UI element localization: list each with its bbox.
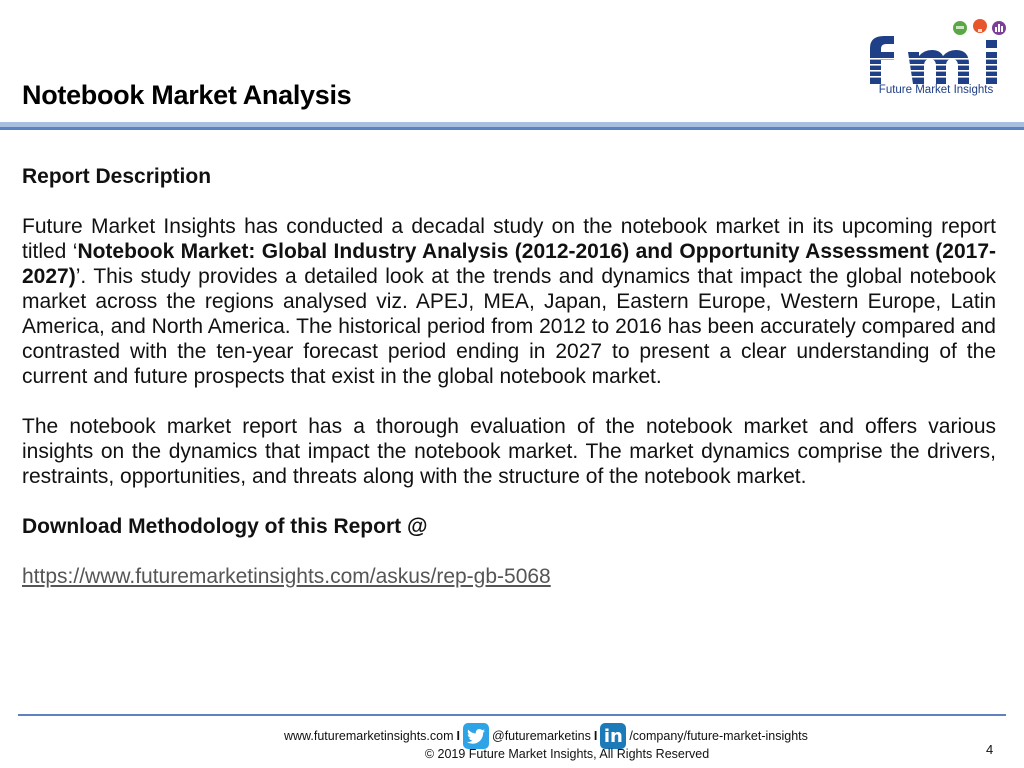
page-title: Notebook Market Analysis [22, 80, 352, 110]
download-heading: Download Methodology of this Report @ [22, 515, 428, 538]
footer-contacts [284, 723, 808, 749]
twitter-icon[interactable] [463, 723, 489, 749]
section-heading: Report Description [22, 165, 212, 188]
logo-subtitle: Future Market Insights [878, 84, 994, 96]
description-paragraph-2: The notebook market report has a thorough evaluation of the notebook market and offers various insights on the dynamics that impact the notebook market. The market dynamics comprise the drivers, restraints, opportunities, and threats along with the structure of the notebook market. [22, 415, 996, 488]
footer-linkedin[interactable]: /company/future-market-insights [629, 729, 808, 743]
footer-separator: I [456, 729, 460, 743]
report-content [22, 164, 996, 589]
bulb-icon [973, 19, 987, 33]
map-icon [953, 21, 967, 35]
footer-divider [18, 714, 1006, 716]
description-paragraph-1 [22, 214, 996, 389]
p1-body: ’. This study provides a detailed look at the trends and dynamics that impact the global notebook market across the regions analysed viz. APEJ, MEA, Japan, Eastern Europe, Western Europe, Latin America, and North America. The historical period from 2012 to 2016 has been accurately compared and contrasted with the ten-year forecast period ending in 2027 to present a clear understanding of the current and future prospects that exist in the global notebook market. [22, 265, 996, 388]
chart-icon [992, 21, 1006, 35]
footer-website[interactable]: www.futuremarketinsights.com [284, 729, 454, 743]
copyright-notice: © 2019 Future Market Insights, All Rights Reserved [424, 747, 710, 761]
methodology-link[interactable]: https://www.futuremarketinsights.com/askus/rep-gb-5068 [22, 565, 551, 588]
page-number: 4 [986, 742, 994, 757]
footer-separator: I [593, 729, 598, 743]
header-divider-accent [0, 127, 1024, 130]
p1-intro: Future Market Insights has conducted a decadal study on the notebook market in its upcoming report titled ‘ [22, 215, 996, 263]
report-title: Notebook Market: Global Industry Analysis (2012-2016) and Opportunity Assessment (2017-2027) [22, 240, 996, 288]
linkedin-icon[interactable]: in [600, 723, 626, 749]
footer-twitter-handle[interactable]: @futuremarketins [492, 729, 591, 743]
